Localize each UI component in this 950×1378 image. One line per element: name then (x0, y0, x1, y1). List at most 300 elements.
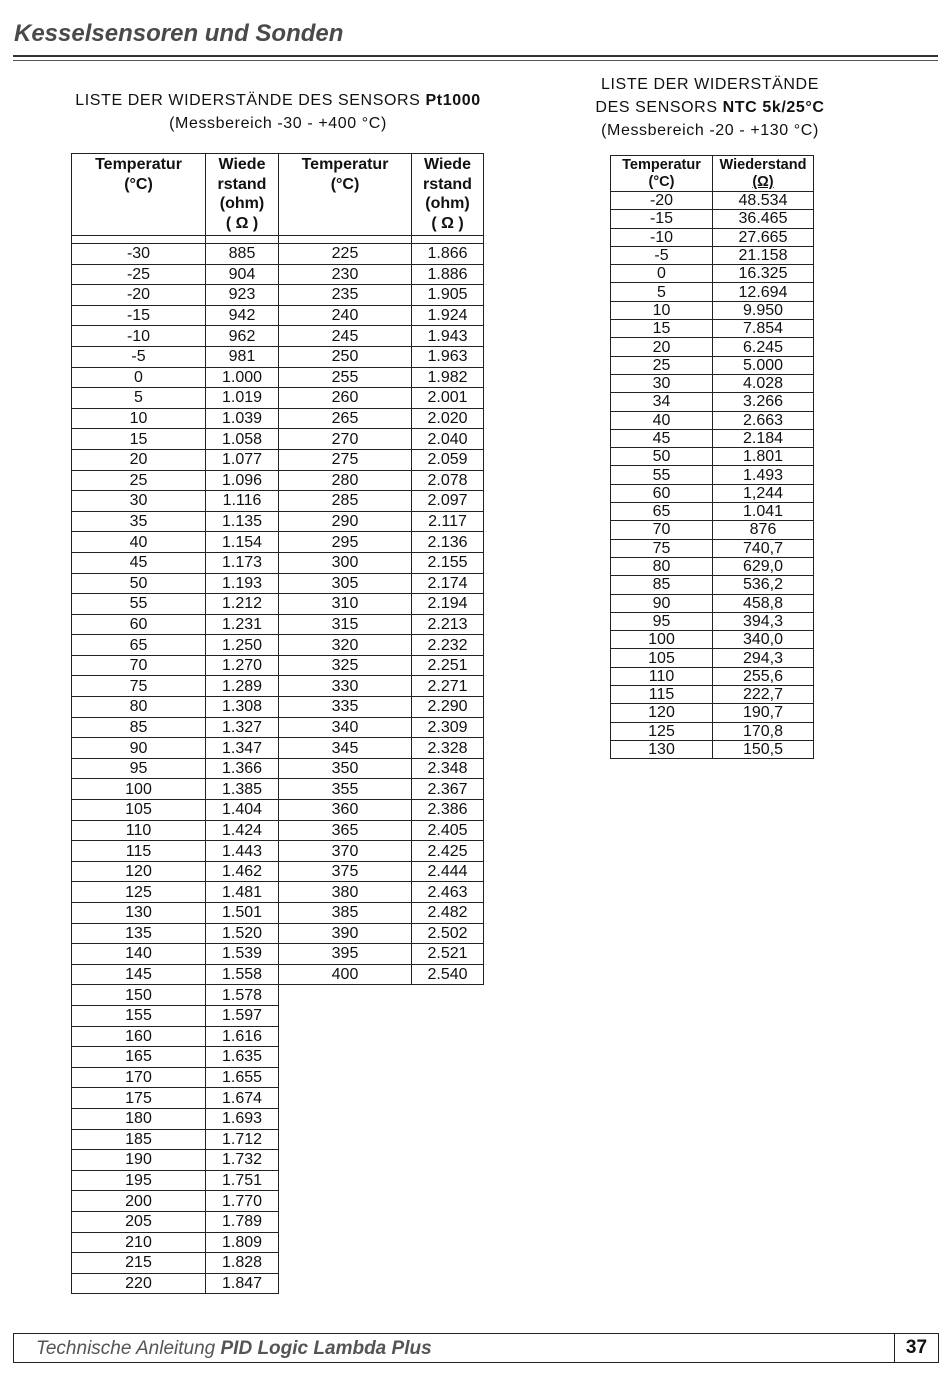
resistance-cell: 394,3 (713, 612, 814, 630)
temp-cell: 5 (611, 283, 713, 301)
temp-cell: 310 (279, 594, 412, 615)
temp-cell: 220 (72, 1273, 206, 1294)
resistance-cell: 1.712 (206, 1129, 279, 1150)
temp-cell: 175 (72, 1088, 206, 1109)
temp-cell: 195 (72, 1170, 206, 1191)
pt1000-temp-header-2 (279, 154, 412, 236)
resistance-cell: 1.635 (206, 1047, 279, 1068)
resistance-cell: 962 (206, 326, 279, 347)
resistance-cell: 6.245 (713, 338, 814, 356)
resistance-cell: 740,7 (713, 539, 814, 557)
temp-cell: 15 (611, 320, 713, 338)
table-row (611, 576, 814, 594)
table-row (611, 722, 814, 740)
resistance-cell: 2.213 (412, 614, 484, 635)
resistance-cell: 3.266 (713, 393, 814, 411)
table-row (72, 717, 484, 738)
temp-cell: 230 (279, 264, 412, 285)
pt1000-caption-range: (Messbereich -30 - +400 °C) (169, 115, 387, 132)
temp-cell: 355 (279, 779, 412, 800)
resistance-cell: 2.271 (412, 676, 484, 697)
temp-cell: 320 (279, 635, 412, 656)
spacer-cell (412, 236, 484, 244)
temp-cell: -15 (611, 210, 713, 228)
resistance-cell: 2.502 (412, 923, 484, 944)
resistance-cell: 1.674 (206, 1088, 279, 1109)
table-row (72, 903, 484, 924)
table-row (611, 265, 814, 283)
resistance-cell: 340,0 (713, 631, 814, 649)
resistance-cell: 21.158 (713, 246, 814, 264)
temp-cell: 400 (279, 964, 412, 985)
resistance-cell: 1.828 (206, 1253, 279, 1274)
table-row (72, 1067, 484, 1088)
resistance-cell: 1.789 (206, 1211, 279, 1232)
table-row (72, 511, 484, 532)
resistance-cell: 1.655 (206, 1067, 279, 1088)
temp-cell: 55 (611, 466, 713, 484)
resistance-cell: 2.663 (713, 411, 814, 429)
table-row (72, 779, 484, 800)
resistance-cell: 1.770 (206, 1191, 279, 1212)
empty-cell (279, 1191, 484, 1212)
resistance-cell: 2.020 (412, 408, 484, 429)
table-row (611, 320, 814, 338)
temp-cell: -5 (611, 246, 713, 264)
empty-cell (279, 1088, 484, 1109)
resistance-cell: 2.117 (412, 511, 484, 532)
table-row (72, 1026, 484, 1047)
res-header-line: rstand (423, 175, 472, 193)
temp-cell: 125 (611, 722, 713, 740)
table-row (611, 503, 814, 521)
table-row (611, 631, 814, 649)
pt1000-header-row (72, 154, 484, 236)
pt1000-res-header (206, 154, 279, 236)
empty-cell (279, 1108, 484, 1129)
pt1000-res-header-2 (412, 154, 484, 236)
resistance-cell: 2.097 (412, 491, 484, 512)
resistance-cell: 981 (206, 346, 279, 367)
temp-cell: 30 (611, 374, 713, 392)
resistance-cell: 27.665 (713, 228, 814, 246)
resistance-cell: 222,7 (713, 686, 814, 704)
table-row (611, 246, 814, 264)
temp-cell: 90 (611, 594, 713, 612)
table-row (611, 374, 814, 392)
table-row (611, 228, 814, 246)
temp-cell: 135 (72, 923, 206, 944)
temp-cell: 20 (611, 338, 713, 356)
temp-cell: 90 (72, 738, 206, 759)
resistance-cell: 1.058 (206, 429, 279, 450)
table-row (72, 697, 484, 718)
table-row (72, 264, 484, 285)
resistance-cell: 2.184 (713, 429, 814, 447)
resistance-cell: 1.270 (206, 655, 279, 676)
table-row (72, 1129, 484, 1150)
resistance-cell: 4.028 (713, 374, 814, 392)
resistance-cell: 629,0 (713, 557, 814, 575)
resistance-cell: 2.348 (412, 758, 484, 779)
temp-cell: 225 (279, 244, 412, 265)
temp-cell: 40 (611, 411, 713, 429)
resistance-cell: 1.212 (206, 594, 279, 615)
temp-cell: 365 (279, 820, 412, 841)
resistance-cell: 1.135 (206, 511, 279, 532)
temp-cell: 100 (72, 779, 206, 800)
temp-cell: 255 (279, 367, 412, 388)
pt1000-spacer-row (72, 236, 484, 244)
table-row (72, 655, 484, 676)
temp-cell: 45 (611, 429, 713, 447)
footer-title-product: PID Logic Lambda Plus (220, 1338, 432, 1359)
table-row (72, 738, 484, 759)
resistance-cell: 1.404 (206, 800, 279, 821)
table-row (611, 411, 814, 429)
resistance-cell: 2.155 (412, 552, 484, 573)
resistance-cell: 1.539 (206, 944, 279, 965)
resistance-cell: 1.732 (206, 1150, 279, 1171)
table-row (72, 614, 484, 635)
table-row (611, 210, 814, 228)
temp-cell: 15 (72, 429, 206, 450)
temp-header-line: Temperatur (622, 157, 701, 173)
temp-cell: 45 (72, 552, 206, 573)
empty-cell (279, 1232, 484, 1253)
res-header-line: Wiede (218, 156, 266, 173)
table-row (611, 448, 814, 466)
temp-cell: 34 (611, 393, 713, 411)
table-row (72, 676, 484, 697)
table-row (72, 964, 484, 985)
res-header-line: Wiederstand (719, 157, 807, 173)
temp-cell: 200 (72, 1191, 206, 1212)
resistance-cell: 885 (206, 244, 279, 265)
resistance-cell: 1.866 (412, 244, 484, 265)
resistance-cell: 1.809 (206, 1232, 279, 1253)
temp-cell: 0 (72, 367, 206, 388)
temp-cell: 240 (279, 305, 412, 326)
resistance-cell: 1.751 (206, 1170, 279, 1191)
temp-header-line: Temperatur (95, 156, 182, 173)
temp-cell: -5 (72, 346, 206, 367)
temp-cell: 50 (611, 448, 713, 466)
resistance-cell: 1.250 (206, 635, 279, 656)
resistance-cell: 942 (206, 305, 279, 326)
table-row (72, 1191, 484, 1212)
temp-cell: 390 (279, 923, 412, 944)
resistance-cell: 1.616 (206, 1026, 279, 1047)
temp-cell: 295 (279, 532, 412, 553)
temp-cell: 65 (72, 635, 206, 656)
temp-cell: 85 (611, 576, 713, 594)
empty-cell (279, 1170, 484, 1191)
ntc-header-row (611, 156, 814, 192)
page-number: 37 (905, 1337, 928, 1358)
temp-cell: 305 (279, 573, 412, 594)
empty-cell (279, 1026, 484, 1047)
temp-cell: 205 (72, 1211, 206, 1232)
resistance-cell: 1.963 (412, 346, 484, 367)
table-row (72, 820, 484, 841)
resistance-cell: 5.000 (713, 356, 814, 374)
table-row (72, 1232, 484, 1253)
resistance-cell: 536,2 (713, 576, 814, 594)
temp-cell: 0 (611, 265, 713, 283)
resistance-cell: 1.385 (206, 779, 279, 800)
temp-cell: 130 (72, 903, 206, 924)
resistance-cell: 2.425 (412, 841, 484, 862)
table-row (72, 635, 484, 656)
temp-cell: 25 (611, 356, 713, 374)
temp-cell: 130 (611, 740, 713, 758)
resistance-cell: 9.950 (713, 301, 814, 319)
temp-cell: 5 (72, 388, 206, 409)
temp-header-unit: (°C) (330, 175, 360, 193)
spacer-cell (206, 236, 279, 244)
table-row (611, 612, 814, 630)
temp-cell: 95 (72, 758, 206, 779)
temp-cell: 105 (72, 800, 206, 821)
resistance-cell: 1.905 (412, 285, 484, 306)
temp-cell: 85 (72, 717, 206, 738)
resistance-cell: 1.347 (206, 738, 279, 759)
resistance-cell: 2.251 (412, 655, 484, 676)
temp-cell: 35 (72, 511, 206, 532)
temp-cell: 315 (279, 614, 412, 635)
table-row (72, 1088, 484, 1109)
temp-cell: 140 (72, 944, 206, 965)
temp-cell: 75 (72, 676, 206, 697)
temp-cell: 380 (279, 882, 412, 903)
temp-cell: 210 (72, 1232, 206, 1253)
table-row (72, 429, 484, 450)
temp-cell: 150 (72, 985, 206, 1006)
table-row (611, 594, 814, 612)
resistance-cell: 1.327 (206, 717, 279, 738)
temp-cell: -10 (72, 326, 206, 347)
ntc-res-header (713, 156, 814, 192)
resistance-cell: 1.154 (206, 532, 279, 553)
table-row (72, 1211, 484, 1232)
table-row (72, 326, 484, 347)
pt1000-temp-header (72, 154, 206, 236)
temp-cell: 50 (72, 573, 206, 594)
temp-cell: 20 (72, 449, 206, 470)
footer-title-plain: Technische Anleitung (36, 1338, 221, 1359)
table-row (72, 861, 484, 882)
temp-cell: 395 (279, 944, 412, 965)
ntc-caption (560, 73, 860, 142)
temp-cell: -15 (72, 305, 206, 326)
temp-cell: 115 (72, 841, 206, 862)
temp-cell: 160 (72, 1026, 206, 1047)
table-row (611, 667, 814, 685)
table-row (72, 1253, 484, 1274)
ntc-caption-sensor: NTC 5k/25°C (722, 99, 825, 116)
table-row (611, 686, 814, 704)
table-row (72, 1005, 484, 1026)
res-header-unit: (ohm) (425, 195, 470, 212)
resistance-cell: 1.578 (206, 985, 279, 1006)
resistance-cell: 923 (206, 285, 279, 306)
table-row (611, 649, 814, 667)
resistance-cell: 2.040 (412, 429, 484, 450)
spacer-cell (279, 236, 412, 244)
temp-cell: -20 (72, 285, 206, 306)
resistance-cell: 48.534 (713, 192, 814, 210)
table-row (611, 557, 814, 575)
temp-cell: 180 (72, 1108, 206, 1129)
resistance-cell: 2.290 (412, 697, 484, 718)
empty-cell (279, 1150, 484, 1171)
table-row (72, 470, 484, 491)
resistance-cell: 2.174 (412, 573, 484, 594)
resistance-cell: 1.041 (713, 503, 814, 521)
resistance-cell: 1.193 (206, 573, 279, 594)
temp-cell: 280 (279, 470, 412, 491)
table-row (611, 704, 814, 722)
temp-cell: 100 (611, 631, 713, 649)
resistance-cell: 1.847 (206, 1273, 279, 1294)
temp-cell: 345 (279, 738, 412, 759)
resistance-cell: 1.982 (412, 367, 484, 388)
temp-cell: 360 (279, 800, 412, 821)
temp-cell: -25 (72, 264, 206, 285)
ntc-caption-range: (Messbereich -20 - +130 °C) (601, 122, 819, 139)
resistance-cell: 255,6 (713, 667, 814, 685)
table-row (72, 944, 484, 965)
table-row (72, 388, 484, 409)
temp-cell: 190 (72, 1150, 206, 1171)
table-row (72, 532, 484, 553)
temp-cell: 120 (72, 861, 206, 882)
temp-cell: 265 (279, 408, 412, 429)
temp-cell: 165 (72, 1047, 206, 1068)
table-row (611, 283, 814, 301)
resistance-cell: 1.019 (206, 388, 279, 409)
resistance-cell: 1.597 (206, 1005, 279, 1026)
resistance-cell: 2.482 (412, 903, 484, 924)
res-header-line: Wiede (424, 156, 471, 173)
table-row (72, 923, 484, 944)
resistance-cell: 2.136 (412, 532, 484, 553)
temp-cell: 110 (611, 667, 713, 685)
resistance-cell: 1.077 (206, 449, 279, 470)
empty-cell (279, 985, 484, 1006)
temp-cell: 70 (611, 521, 713, 539)
temp-cell: 115 (611, 686, 713, 704)
resistance-cell: 1.943 (412, 326, 484, 347)
resistance-cell: 2.386 (412, 800, 484, 821)
resistance-cell: 2.540 (412, 964, 484, 985)
empty-cell (279, 1273, 484, 1294)
resistance-cell: 2.444 (412, 861, 484, 882)
table-row (72, 1273, 484, 1294)
resistance-cell: 1.366 (206, 758, 279, 779)
temp-cell: 250 (279, 346, 412, 367)
resistance-cell: 16.325 (713, 265, 814, 283)
pt1000-table (71, 153, 484, 1294)
table-row (72, 408, 484, 429)
temp-cell: 285 (279, 491, 412, 512)
resistance-cell: 12.694 (713, 283, 814, 301)
table-row (72, 594, 484, 615)
empty-cell (279, 1129, 484, 1150)
resistance-cell: 1.173 (206, 552, 279, 573)
resistance-cell: 2.078 (412, 470, 484, 491)
resistance-cell: 294,3 (713, 649, 814, 667)
resistance-cell: 2.232 (412, 635, 484, 656)
temp-cell: -30 (72, 244, 206, 265)
pt1000-caption (40, 89, 516, 135)
table-row (72, 346, 484, 367)
table-row (72, 1108, 484, 1129)
resistance-cell: 904 (206, 264, 279, 285)
empty-cell (279, 1211, 484, 1232)
temp-cell: 95 (611, 612, 713, 630)
temp-cell: 385 (279, 903, 412, 924)
table-row (72, 285, 484, 306)
resistance-cell: 1.039 (206, 408, 279, 429)
temp-cell: 105 (611, 649, 713, 667)
temp-cell: 10 (72, 408, 206, 429)
temp-cell: 125 (72, 882, 206, 903)
temp-cell: 300 (279, 552, 412, 573)
resistance-cell: 1.231 (206, 614, 279, 635)
ntc-caption-line1: LISTE DER WIDERSTÄNDE (601, 76, 819, 93)
temp-cell: 290 (279, 511, 412, 532)
resistance-cell: 1.000 (206, 367, 279, 388)
temp-cell: 25 (72, 470, 206, 491)
table-row (72, 1170, 484, 1191)
temp-cell: 70 (72, 655, 206, 676)
temp-cell: -20 (611, 192, 713, 210)
res-header-unit: (ohm) (219, 195, 265, 212)
resistance-cell: 1.693 (206, 1108, 279, 1129)
table-row (611, 539, 814, 557)
temp-cell: 80 (611, 557, 713, 575)
resistance-cell: 2.194 (412, 594, 484, 615)
pt1000-caption-text: LISTE DER WIDERSTÄNDE DES SENSORS (75, 92, 426, 109)
table-row (72, 244, 484, 265)
resistance-cell: 2.463 (412, 882, 484, 903)
resistance-cell: 2.405 (412, 820, 484, 841)
title-rule (13, 55, 938, 57)
resistance-cell: 2.521 (412, 944, 484, 965)
temp-header-line: Temperatur (301, 156, 389, 173)
table-row (611, 740, 814, 758)
temp-cell: 260 (279, 388, 412, 409)
table-row (611, 356, 814, 374)
title-rule-thin (13, 60, 938, 61)
temp-cell: 350 (279, 758, 412, 779)
ntc-table (610, 155, 814, 759)
spacer-cell (72, 236, 206, 244)
resistance-cell: 150,5 (713, 740, 814, 758)
resistance-cell: 190,7 (713, 704, 814, 722)
temp-cell: 340 (279, 717, 412, 738)
resistance-cell: 2.367 (412, 779, 484, 800)
temp-cell: 155 (72, 1005, 206, 1026)
temp-cell: 145 (72, 964, 206, 985)
resistance-cell: 170,8 (713, 722, 814, 740)
temp-cell: 270 (279, 429, 412, 450)
resistance-cell: 1.289 (206, 676, 279, 697)
page-title: Kesselsensoren und Sonden (14, 20, 344, 47)
temp-cell: 235 (279, 285, 412, 306)
